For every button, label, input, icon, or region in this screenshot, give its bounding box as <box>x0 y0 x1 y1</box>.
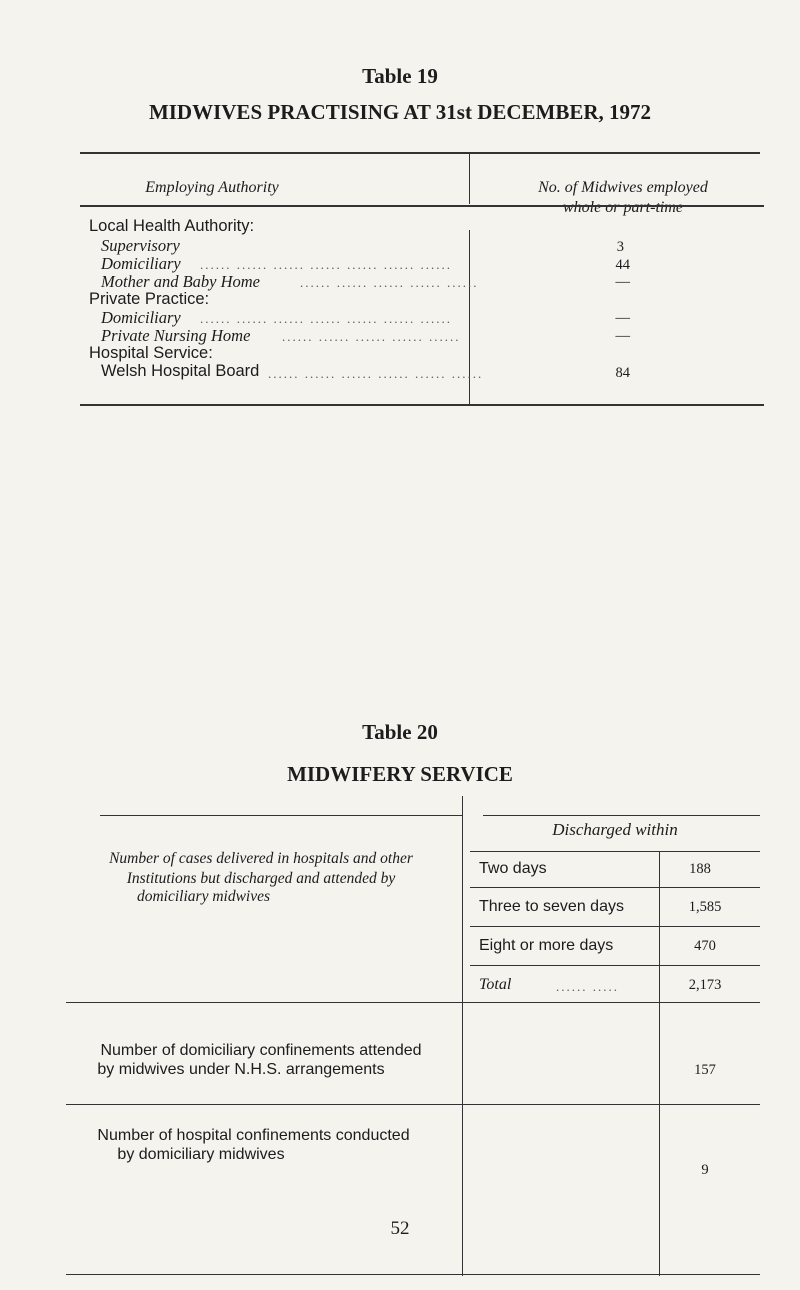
t20-rule-row3 <box>470 965 760 966</box>
t20-value-two-days: 188 <box>689 861 711 877</box>
t20-value-total: 2,173 <box>688 977 722 993</box>
table19-col-count-line2: whole or part-time <box>563 199 683 216</box>
t19-value-supervisory: 3 <box>616 239 624 255</box>
t19-row-hospital-service: Hospital Service: <box>89 344 213 362</box>
t19-row-mother-baby: Mother and Baby Home <box>101 272 261 291</box>
t20-leader-dots: ...... ..... <box>556 979 619 994</box>
t20-rule-section1 <box>66 1002 760 1003</box>
t20-section1-line1: Number of cases delivered in hospitals and other <box>109 850 413 867</box>
table19-header-divider <box>469 152 470 204</box>
t20-rule-bottom <box>66 1274 760 1275</box>
t20-rule-row1 <box>470 887 760 888</box>
table19-title: MIDWIVES PRACTISING AT 31st DECEMBER, 1972 <box>148 100 652 124</box>
t20-section3-line1: Number of hospital confinements conducted <box>97 1127 410 1144</box>
t19-row-domiciliary-private: Domiciliary <box>101 308 181 327</box>
t20-rule-section2 <box>66 1104 760 1105</box>
t19-row-local-health: Local Health Authority: <box>89 217 255 235</box>
t20-row-three-seven: Three to seven days <box>479 898 624 915</box>
t20-rule-top-left <box>100 815 462 816</box>
t20-section2-line1: Number of domiciliary confinements attended <box>100 1042 422 1059</box>
table19-bottom-rule <box>80 404 764 406</box>
t20-section2-line2: by midwives under N.H.S. arrangements <box>97 1061 385 1078</box>
table20-title: MIDWIFERY SERVICE <box>287 762 513 786</box>
t19-leader-dots: ...... ...... ...... ...... ...... ...... ...... <box>200 311 452 326</box>
t19-leader-dots: ...... ...... ...... ...... ...... <box>282 329 461 344</box>
table19-number: Table 19 <box>362 64 438 88</box>
t19-row-supervisory: Supervisory <box>101 236 180 255</box>
table19-header-rule <box>80 205 764 207</box>
table19-top-rule <box>80 152 760 154</box>
t19-leader-dots: ...... ...... ...... ...... ...... ...... <box>268 366 484 381</box>
t19-leader-dots: ...... ...... ...... ...... ...... ...... ...... <box>200 257 452 272</box>
t19-row-domiciliary-lha: Domiciliary <box>101 254 181 273</box>
t19-value-domiciliary-lha: 44 <box>615 257 630 273</box>
t20-section2-value: 157 <box>694 1062 716 1078</box>
t20-rule-row2 <box>470 926 760 927</box>
t19-leader-dots: ...... ...... ...... ...... ...... <box>300 275 479 290</box>
t20-section1-line2: Institutions but discharged and attended by <box>126 870 396 887</box>
t20-row-two-days: Two days <box>479 860 547 877</box>
t20-section3-value: 9 <box>701 1162 709 1178</box>
t20-section1-line3: domiciliary midwives <box>136 888 271 905</box>
t20-value-three-seven: 1,585 <box>688 899 722 915</box>
table19-col-authority: Employing Authority <box>145 179 279 196</box>
table19-col-count-line1: No. of Midwives employed <box>538 179 708 196</box>
t20-row-total: Total <box>479 976 512 993</box>
t20-row-eight-more: Eight or more days <box>479 937 614 954</box>
t19-row-private-practice: Private Practice: <box>89 290 210 308</box>
table20-number: Table 20 <box>362 720 438 744</box>
t19-value-mother-baby: — <box>615 274 630 290</box>
t20-rule-top-right <box>483 815 760 816</box>
page-number: 52 <box>390 1218 410 1239</box>
t19-row-welsh-hospital: Welsh Hospital Board <box>101 362 260 380</box>
t20-value-eight-more: 470 <box>694 938 716 954</box>
t20-rule-subheader <box>470 851 760 852</box>
t20-discharged-header: Discharged within <box>552 820 678 839</box>
t19-value-private-nursing: — <box>615 328 630 344</box>
t19-row-private-nursing: Private Nursing Home <box>101 326 251 345</box>
t19-value-welsh-hospital: 84 <box>615 365 630 381</box>
t20-left-divider <box>462 796 463 1276</box>
t19-value-domiciliary-private: — <box>615 310 630 326</box>
t20-section3-line2: by domiciliary midwives <box>117 1146 285 1163</box>
